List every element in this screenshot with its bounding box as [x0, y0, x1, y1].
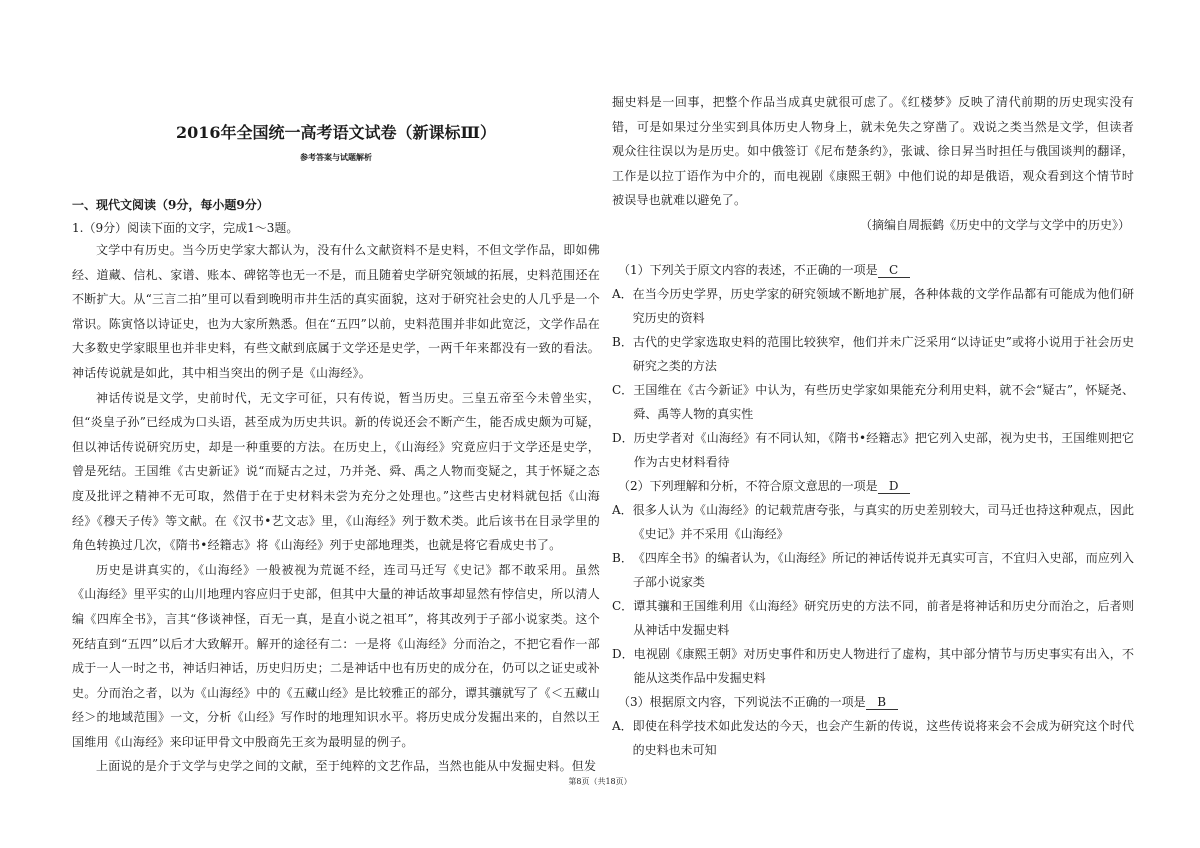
page-footer: 第8页（共18页） [568, 777, 632, 786]
option-letter: C． [612, 383, 634, 397]
option-letter: B． [612, 551, 633, 565]
option-letter: D． [612, 647, 634, 661]
question-stem-text: （3）根据原文内容，下列说法不正确的一项是 [618, 695, 866, 709]
option-text: 历史学者对《山海经》有不同认知，《隋书•经籍志》把它列入史部，视为史书，王国维则把它作为古史材料看待 [633, 431, 1134, 469]
passage-paragraph: 上面说的是介于文学与史学之间的文献，至于纯粹的文艺作品，当然也能从中发掘史料。但发 [96, 759, 597, 774]
option-item [612, 594, 1134, 642]
option-text: 很多人认为《山海经》的记载荒唐夸张，与真实的历史差别较大，司马迁也持这种观点，因此《史记》并不采用《山海经》 [632, 503, 1134, 541]
option-text: 谭其骧和王国维利用《山海经》研究历史的方法不同，前者是将神话和历史分而治之，后者则从神话中发掘史料 [633, 599, 1134, 637]
option-item [612, 330, 1134, 378]
answer-blank: C [878, 263, 910, 278]
option-letter: D． [612, 431, 634, 445]
option-item [612, 426, 1134, 474]
option-letter: A． [612, 719, 633, 733]
option-text: 电视剧《康熙王朝》对历史事件和历史人物进行了虚构，其中部分情节与历史事实有出入，不能从这类作品中发掘史料 [633, 647, 1134, 685]
passage-right [612, 90, 1134, 237]
option-letter: A． [612, 503, 633, 517]
question-stem-text: （2）下列理解和分析，不符合原文意思的一项是 [618, 479, 878, 493]
passage-source: （摘编自周振鹤《历史中的文学与文学中的历史》） [859, 217, 1130, 232]
option-item [612, 642, 1134, 690]
answer-blank: B [866, 695, 898, 710]
question-stem-text: （1）下列关于原文内容的表述，不正确的一项是 [618, 263, 878, 277]
question-stem [612, 690, 1134, 714]
option-letter: A． [612, 287, 633, 301]
page-title: 2016年全国统一高考语文试卷（新课标Ⅲ） [175, 123, 497, 142]
option-text: 王国维在《古今新证》中认为，有些历史学家如果能充分利用史料，就不会“疑古”，怀疑尧、舜、禹等人物的真实性 [633, 383, 1134, 421]
option-text: 《四库全书》的编者认为，《山海经》所记的神话传说并无真实可言，不宜归入史部，而应列入子部小说家类 [632, 551, 1134, 589]
question-stem [612, 258, 1134, 282]
question-intro: 1.（9分）阅读下面的文字，完成1～3题。 [72, 221, 299, 235]
passage-paragraph: 神话传说是文学，史前时代，无文字可征，只有传说，暂当历史。三皇五帝至今未曾坐实，但“炎皇子孙”已经成为口头语，甚至成为历史共识。新的传说还会不断产生，能否成史颇为可疑，但以神话传说研究历史，却是一种重要的方法。在历史上，《山海经》究竟应归于文学还是史学，曾是死结。王国维《古史新证》说“而疑古之过，乃并尧、舜、禹之人物而变疑之，其于怀疑之态度及批评之精神不无可取，然借于在于史材料未尝为充分之处理也。”这些古史材料就包括《山海经》《穆天子传》等文献。在《汉书•艺文志》里，《山海经》列于数术类。此后该书在目录学里的角色转换过几次，《隋书•经籍志》将《山海经》列于史部地理类，也就是将它看成史书了。 [72, 390, 600, 553]
passage-paragraph: 历史是讲真实的，《山海经》一般被视为荒诞不经，连司马迁写《史记》都不敢采用。虽然《山海经》里平实的山川地理内容应归于史部，但其中大量的神话故事却显然有悖信史，所以清人编《四库全书》，言其“侈谈神怪，百无一真，是直小说之祖耳”，将其改列于子部小说家类。这个死结直到“五四”以后才大致解开。解开的途径有二：一是将《山海经》分而治之，不把它看作一部成于一人一时之书，神话归神话，历史归历史；二是神话中也有历史的成分在，仍可以之证史或补史。分而治之者，以为《山海经》中的《五藏山经》是比较雅正的部分，谭其骧就写了《＜五藏山经＞的地域范围》一文，分析《山经》写作时的地理知识水平。将历史成分发掘出来的，自然以王国维用《山海经》来印证甲骨文中殷商先王亥为最明显的例子。 [72, 562, 600, 749]
option-item [612, 714, 1134, 762]
option-item [612, 282, 1134, 330]
question-stem [612, 474, 1134, 498]
option-text: 在当今历史学界，历史学家的研究领域不断地扩展，各种体裁的文学作品都有可能成为他们研究历史的资料 [632, 287, 1134, 325]
section-heading: 一、现代文阅读（9分，每小题9分） [72, 198, 269, 212]
option-text: 即使在科学技术如此发达的今天，也会产生新的传说，这些传说将来会不会成为研究这个时代的史料也未可知 [632, 719, 1134, 757]
option-item [612, 378, 1134, 426]
passage-continuation: 掘史料是一回事，把整个作品当成真史就很可虑了。《红楼梦》反映了清代前期的历史现实没有错，可是如果过分坐实到具体历史人物身上，就未免失之穿凿了。戏说之类当然是文学，但读者观众往往误以为是历史。如中俄签订《尼布楚条约》，张诚、徐日昇当时担任与俄国谈判的翻译，工作是以拉丁语作为中介的，而电视剧《康熙王朝》中他们说的却是俄语，观众看到这个情节时被误导也就难以避免了。 [612, 95, 1134, 208]
questions-list [612, 258, 1134, 762]
passage-paragraph: 文学中有历史。当今历史学家大都认为，没有什么文献资料不是史料，不但文学作品，即如佛经、道藏、信札、家谱、账本、碑铭等也无一不是，而且随着史学研究领域的拓展，史料范围还在不断扩大。从“三言二拍”里可以看到晚明市井生活的真实面貌，这对于研究社会史的人几乎是一个常识。陈寅恪以诗证史，也为大家所熟悉。但在“五四”以前，史料范围并非如此宽泛，文学作品在大多数史学家眼里也并非史料，有些文献到底属于文学还是史学，一两千年来都没有一致的看法。神话传说就是如此，其中相当突出的例子是《山海经》。 [72, 243, 600, 380]
option-letter: C． [612, 599, 634, 613]
passage-left [72, 238, 600, 779]
page-subtitle: 参考答案与试题解析 [300, 152, 372, 162]
option-text: 古代的史学家选取史料的范围比较狭窄，他们并未广泛采用“以诗证史”或将小说用于社会历史研究之类的方法 [632, 335, 1134, 373]
answer-blank: D [878, 479, 910, 494]
option-letter: B． [612, 335, 633, 349]
option-item [612, 498, 1134, 546]
option-item [612, 546, 1134, 594]
